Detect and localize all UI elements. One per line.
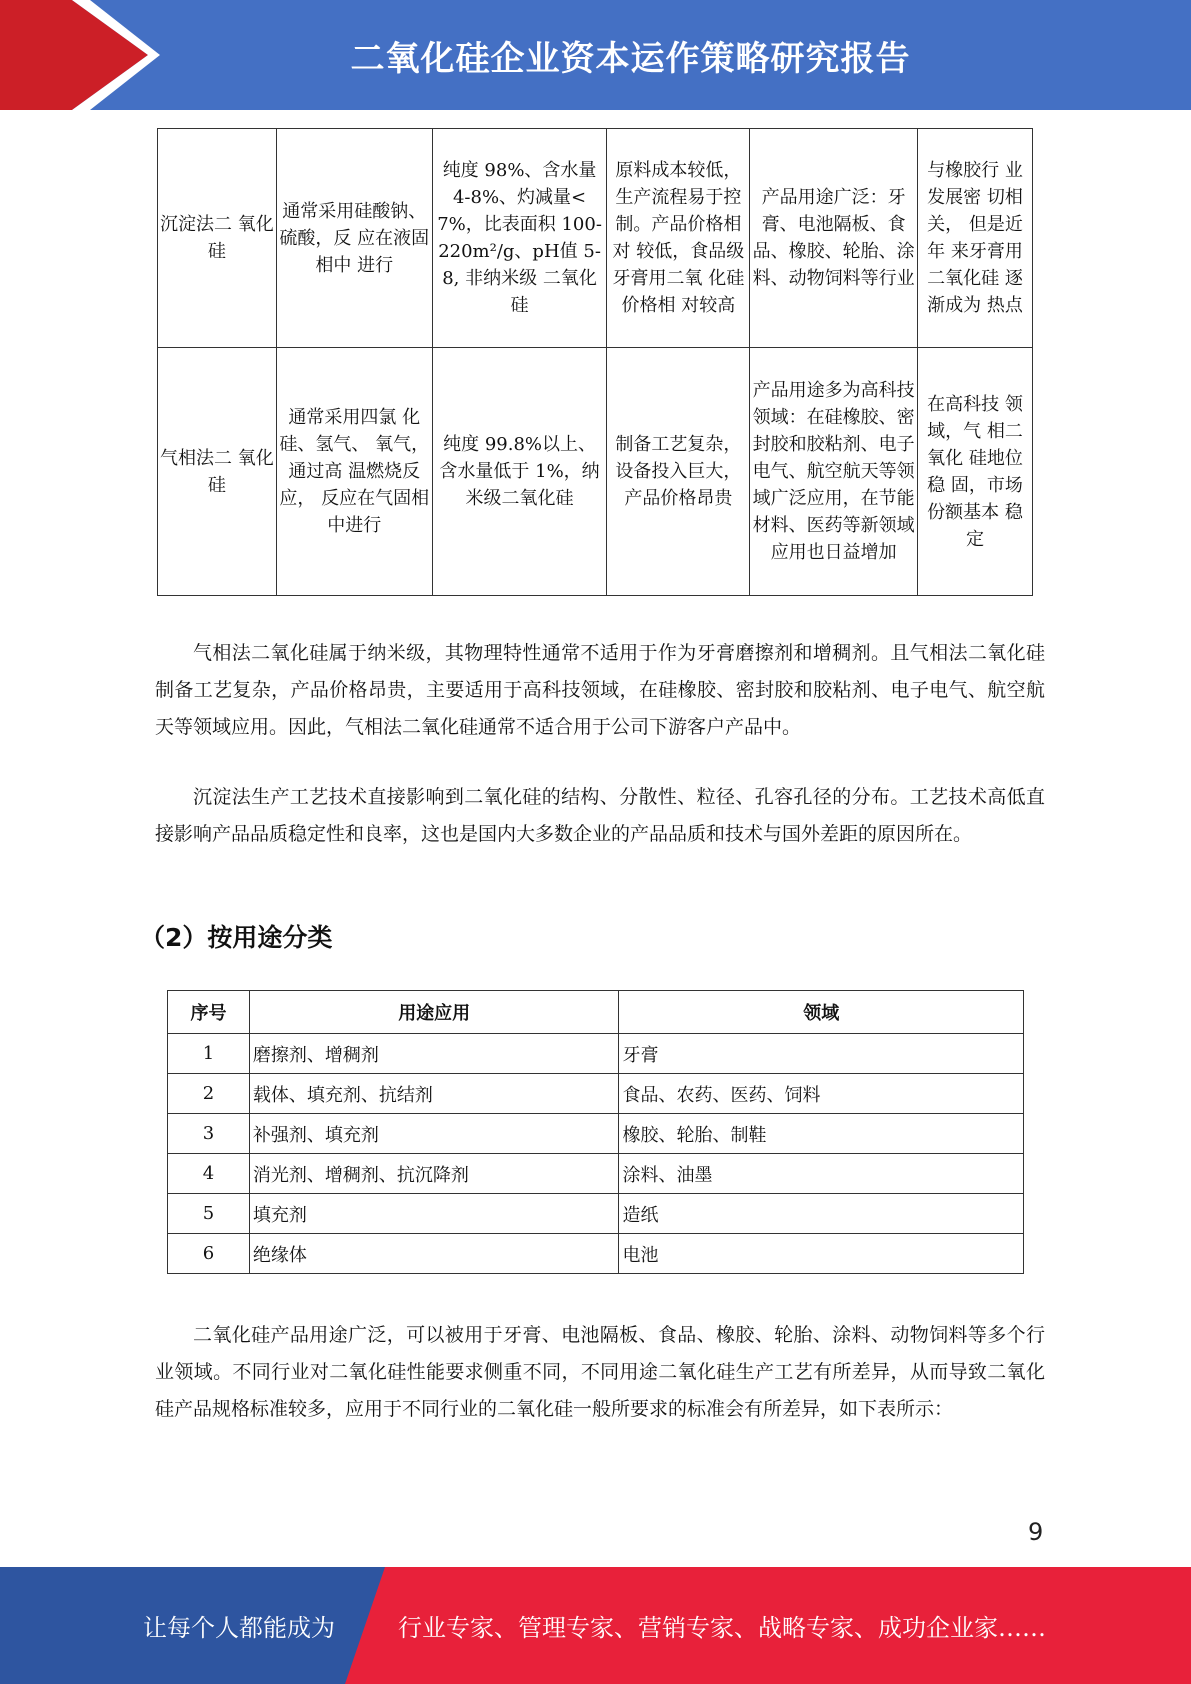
row-number: 5 [168, 1194, 250, 1234]
page-footer [0, 1567, 1191, 1684]
field-cell: 造纸 [619, 1194, 1024, 1234]
method-outlook: 在高科技 领域，气 相二氧化 硅地位稳 固，市场份额基本 稳定 [918, 348, 1033, 596]
field-cell: 牙膏 [619, 1034, 1024, 1074]
method-name: 气相法二 氧化硅 [158, 348, 277, 596]
method-comparison-table [157, 128, 1033, 596]
usage-cell: 填充剂 [249, 1194, 619, 1234]
row-number: 1 [168, 1034, 250, 1074]
usage-cell: 补强剂、填充剂 [249, 1114, 619, 1154]
usage-cell: 绝缘体 [249, 1234, 619, 1274]
field-cell: 涂料、油墨 [619, 1154, 1024, 1194]
table-row [168, 1074, 1024, 1114]
table-row [168, 1234, 1024, 1274]
table-row [168, 1194, 1024, 1234]
method-process: 通常采用硅酸钠、硫酸，反 应在液固相中 进行 [276, 129, 432, 348]
table-row [168, 1114, 1024, 1154]
section-heading: （2）按用途分类 [140, 923, 333, 952]
method-usage: 产品用途广泛：牙膏、电池隔板、食品、橡胶、轮胎、涂料、动物饲料等行业 [750, 129, 918, 348]
method-spec: 纯度 98%、含水量 4-8%、灼减量<7%，比表面积 100-220m²/g、pH值 5-8, 非纳米级 二氧化硅 [432, 129, 607, 348]
report-title: 二氧化硅企业资本运作策略研究报告 [350, 38, 911, 79]
field-cell: 橡胶、轮胎、制鞋 [619, 1114, 1024, 1154]
usage-table [167, 990, 1024, 1274]
table-row [158, 348, 1033, 596]
footer-slogan-right: 行业专家、管理专家、营销专家、战略专家、成功企业家…… [398, 1614, 1046, 1642]
usage-cell: 消光剂、增稠剂、抗沉降剂 [249, 1154, 619, 1194]
page-number: 9 [1028, 1518, 1044, 1546]
table-row [158, 129, 1033, 348]
method-spec: 纯度 99.8%以上、含水量低于 1%，纳米级二氧化硅 [432, 348, 607, 596]
paragraph: 二氧化硅产品用途广泛，可以被用于牙膏、电池隔板、食品、橡胶、轮胎、涂料、动物饲料等多个行业领域。不同行业对二氧化硅性能要求侧重不同，不同用途二氧化硅生产工艺有所差异，从而导致二氧化硅产品规格标准较多，应用于不同行业的二氧化硅一般所要求的标准会有所差异，如下表所示： [155, 1324, 1045, 1420]
table-row [168, 1034, 1024, 1074]
method-cost: 制备工艺复杂，设备投入巨大，产品价格昂贵 [607, 348, 750, 596]
row-number: 6 [168, 1234, 250, 1274]
method-process: 通常采用四氯 化硅、氢气、 氧气，通过高 温燃烧反应， 反应在气固相 中进行 [276, 348, 432, 596]
method-usage: 产品用途多为高科技领域：在硅橡胶、密封胶和胶粘剂、电子电气、航空航天等领域广泛应用，在节能材料、医药等新领域应用也日益增加 [750, 348, 918, 596]
table-row [168, 1154, 1024, 1194]
usage-cell: 载体、填充剂、抗结剂 [249, 1074, 619, 1114]
column-header: 用途应用 [249, 991, 619, 1034]
method-name: 沉淀法二 氧化硅 [158, 129, 277, 348]
row-number: 3 [168, 1114, 250, 1154]
column-header: 序号 [168, 991, 250, 1034]
row-number: 2 [168, 1074, 250, 1114]
paragraph: 沉淀法生产工艺技术直接影响到二氧化硅的结构、分散性、粒径、孔容孔径的分布。工艺技术高低直接影响产品品质稳定性和良率，这也是国内大多数企业的产品品质和技术与国外差距的原因所在。 [155, 786, 1045, 845]
footer-slogan-left: 让每个人都能成为 [143, 1614, 335, 1642]
method-outlook: 与橡胶行 业发展密 切相关， 但是近年 来牙膏用二氧化硅 逐渐成为 热点 [918, 129, 1033, 348]
field-cell: 电池 [619, 1234, 1024, 1274]
page-header [0, 0, 1191, 110]
row-number: 4 [168, 1154, 250, 1194]
table-header-row [168, 991, 1024, 1034]
column-header: 领域 [619, 991, 1024, 1034]
paragraph: 气相法二氧化硅属于纳米级，其物理特性通常不适用于作为牙膏磨擦剂和增稠剂。且气相法二氧化硅制备工艺复杂，产品价格昂贵，主要适用于高科技领域，在硅橡胶、密封胶和胶粘剂、电子电气、航空航天等领域应用。因此，气相法二氧化硅通常不适合用于公司下游客户产品中。 [155, 642, 1045, 738]
field-cell: 食品、农药、医药、饲料 [619, 1074, 1024, 1114]
usage-cell: 磨擦剂、增稠剂 [249, 1034, 619, 1074]
method-cost: 原料成本较低，生产流程易于控制。产品价格相对 较低，食品级牙膏用二氧 化硅价格相 对较高 [607, 129, 750, 348]
